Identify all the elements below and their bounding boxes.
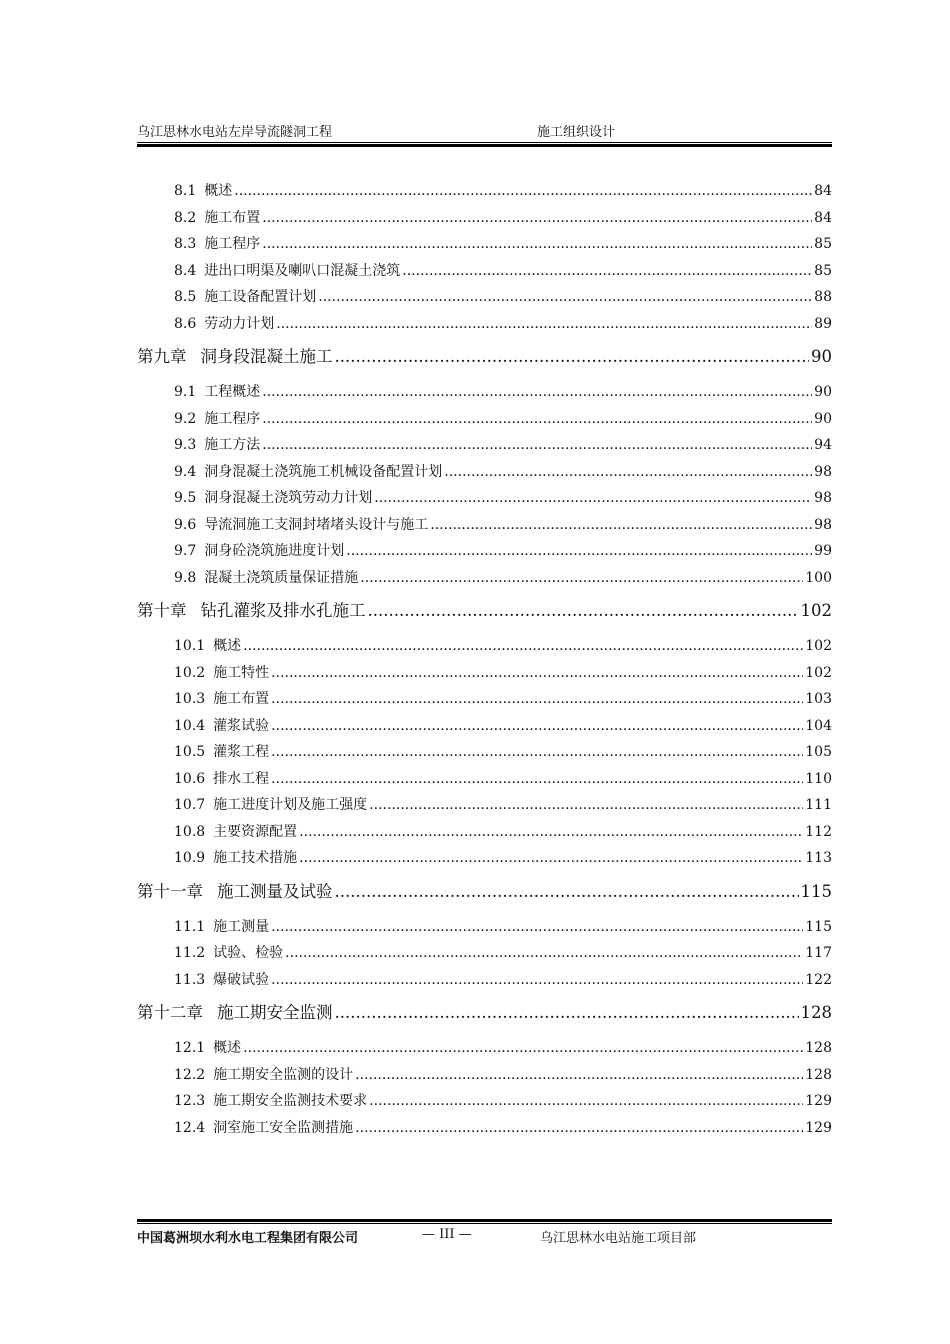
toc-section-entry[interactable]	[137, 260, 832, 287]
toc-section-entry[interactable]	[137, 635, 832, 662]
footer-project-dept: 乌江思林水电站施工项目部	[540, 1231, 697, 1246]
header-rule-thin	[137, 142, 832, 143]
toc-section-entry[interactable]	[137, 715, 832, 742]
toc-entry-page: 98	[814, 516, 832, 533]
toc-entry-title: 洞身混凝土浇筑施工机械设备配置计划	[204, 463, 443, 480]
toc-dot-leader	[346, 543, 812, 559]
toc-entry-page: 98	[814, 463, 832, 480]
toc-dot-leader	[271, 972, 803, 988]
toc-section-entry[interactable]	[137, 1037, 832, 1064]
toc-entry-page: 90	[814, 384, 832, 400]
toc-entry-number: 10.3	[174, 691, 206, 707]
toc-section-entry[interactable]	[137, 794, 832, 821]
toc-entry-page: 110	[805, 770, 832, 787]
toc-dot-leader	[360, 570, 803, 586]
footer-rule-thin	[137, 1223, 832, 1224]
toc-entry-number: 8.5	[174, 289, 197, 305]
toc-dot-leader	[276, 316, 812, 332]
toc-entry-title: 进出口明渠及喇叭口混凝土浇筑	[204, 262, 401, 279]
toc-entry-number: 9.4	[174, 463, 197, 480]
toc-section-entry[interactable]	[137, 461, 832, 488]
toc-entry-title: 施工设备配置计划	[204, 289, 317, 305]
toc-section-entry[interactable]	[137, 408, 832, 435]
toc-entry-title: 施工进度计划及施工强度	[213, 797, 368, 813]
toc-dot-leader	[243, 638, 803, 654]
toc-dot-leader	[355, 1067, 803, 1083]
toc-entry-number: 第十章	[137, 601, 187, 620]
toc-dot-leader	[444, 464, 812, 480]
toc-entry-number: 11.3	[174, 971, 206, 988]
toc-dot-leader	[271, 744, 803, 760]
toc-entry-number: 9.8	[174, 569, 197, 586]
toc-section-entry[interactable]	[137, 233, 832, 260]
table-of-contents	[137, 180, 832, 1143]
toc-entry-number: 10.5	[174, 744, 206, 760]
toc-entry-page: 113	[805, 850, 832, 866]
toc-entry-title: 洞身段混凝土施工	[200, 347, 333, 366]
toc-entry-page: 88	[814, 289, 832, 305]
toc-entry-number: 10.1	[174, 638, 206, 654]
toc-entry-page: 104	[805, 717, 832, 734]
toc-entry-number: 10.7	[174, 797, 206, 813]
toc-entry-title: 概述	[213, 1040, 242, 1056]
toc-section-entry[interactable]	[137, 969, 832, 996]
toc-section-entry[interactable]	[137, 540, 832, 567]
toc-entry-number: 第九章	[137, 347, 187, 366]
toc-entry-title: 灌浆工程	[213, 744, 270, 760]
toc-entry-title: 主要资源配置	[213, 823, 298, 840]
toc-dot-leader	[430, 517, 812, 533]
toc-section-entry[interactable]	[137, 1117, 832, 1144]
toc-entry-number: 8.1	[174, 183, 197, 199]
toc-dot-leader	[374, 490, 812, 506]
toc-entry-title: 洞室施工安全监测措施	[213, 1119, 354, 1136]
toc-entry-title: 钻孔灌浆及排水孔施工	[200, 601, 366, 620]
toc-entry-title: 施工布置	[204, 209, 261, 226]
toc-dot-leader	[271, 718, 803, 734]
toc-entry-page: 85	[814, 262, 832, 279]
toc-entry-page: 85	[814, 236, 832, 252]
toc-section-entry[interactable]	[137, 916, 832, 943]
toc-entry-title: 施工期安全监测的设计	[213, 1066, 354, 1083]
footer-company: 中国葛洲坝水利水电工程集团有限公司	[137, 1231, 359, 1246]
toc-entry-title: 洞身砼浇筑施进度计划	[204, 543, 345, 559]
toc-section-entry[interactable]	[137, 847, 832, 874]
toc-entry-title: 概述	[213, 638, 242, 654]
toc-section-entry[interactable]	[137, 741, 832, 768]
toc-entry-page: 111	[805, 797, 832, 813]
toc-entry-page: 103	[805, 691, 832, 707]
toc-entry-title: 劳动力计划	[204, 315, 275, 332]
toc-entry-title: 工程概述	[204, 384, 261, 400]
toc-entry-number: 8.2	[174, 209, 197, 226]
toc-entry-page: 128	[800, 1003, 832, 1022]
toc-dot-leader	[299, 850, 803, 866]
toc-entry-number: 9.2	[174, 410, 197, 427]
toc-section-entry[interactable]	[137, 514, 832, 541]
toc-entry-number: 第十二章	[137, 1003, 203, 1022]
toc-entry-page: 102	[805, 664, 832, 681]
toc-entry-page: 100	[805, 569, 832, 586]
toc-section-entry[interactable]	[137, 768, 832, 795]
toc-chapter-entry[interactable]	[137, 878, 832, 910]
toc-entry-page: 94	[814, 437, 832, 453]
toc-section-entry[interactable]	[137, 1064, 832, 1091]
toc-entry-number: 9.6	[174, 516, 197, 533]
toc-entry-page: 99	[814, 543, 832, 559]
toc-entry-page: 89	[814, 315, 832, 332]
page-header	[137, 121, 832, 141]
toc-entry-number: 8.4	[174, 262, 197, 279]
toc-dot-leader	[262, 236, 812, 252]
toc-entry-title: 施工方法	[204, 437, 261, 453]
toc-chapter-entry[interactable]	[137, 343, 832, 375]
toc-entry-page: 84	[814, 209, 832, 226]
toc-dot-leader	[271, 771, 803, 787]
toc-entry-page: 117	[805, 945, 832, 961]
toc-entry-number: 12.3	[174, 1093, 206, 1109]
toc-section-entry[interactable]	[137, 942, 832, 969]
toc-dot-leader	[271, 665, 803, 681]
toc-entry-title: 施工期安全监测	[217, 1003, 333, 1022]
toc-entry-page: 90	[814, 410, 832, 427]
toc-dot-leader	[368, 601, 799, 620]
toc-entry-number: 9.5	[174, 490, 197, 506]
footer-page-number: — III —	[422, 1227, 472, 1242]
toc-entry-number: 11.1	[174, 918, 206, 935]
toc-entry-title: 施工程序	[204, 410, 261, 427]
toc-section-entry[interactable]	[137, 688, 832, 715]
toc-chapter-entry[interactable]	[137, 999, 832, 1031]
toc-section-entry[interactable]	[137, 313, 832, 340]
toc-entry-number: 8.3	[174, 236, 197, 252]
toc-entry-title: 施工布置	[213, 691, 270, 707]
toc-chapter-entry[interactable]	[137, 597, 832, 629]
toc-dot-leader	[234, 183, 812, 199]
toc-entry-title: 施工期安全监测技术要求	[213, 1093, 368, 1109]
toc-entry-page: 84	[814, 183, 832, 199]
toc-dot-leader	[402, 263, 812, 279]
toc-entry-title: 施工测量	[213, 918, 270, 935]
toc-entry-title: 导流洞施工支洞封堵堵头设计与施工	[204, 516, 429, 533]
toc-entry-number: 第十一章	[137, 881, 203, 901]
toc-entry-page: 122	[805, 971, 832, 988]
toc-dot-leader	[271, 691, 803, 707]
toc-dot-leader	[262, 384, 812, 400]
toc-dot-leader	[355, 1120, 803, 1136]
toc-entry-title: 试验、检验	[213, 945, 284, 961]
toc-entry-number: 11.2	[174, 945, 206, 961]
toc-dot-leader	[335, 882, 799, 901]
toc-section-entry[interactable]	[137, 381, 832, 408]
toc-dot-leader	[318, 289, 812, 305]
toc-section-entry[interactable]	[137, 207, 832, 234]
toc-dot-leader	[271, 919, 803, 935]
toc-entry-number: 12.1	[174, 1040, 206, 1056]
toc-entry-title: 施工程序	[204, 236, 261, 252]
toc-entry-number: 10.9	[174, 850, 206, 866]
toc-entry-title: 施工技术措施	[213, 850, 298, 866]
toc-entry-number: 8.6	[174, 315, 197, 332]
footer-rule-thick	[137, 1219, 832, 1222]
toc-section-entry[interactable]	[137, 434, 832, 461]
toc-section-entry[interactable]	[137, 567, 832, 594]
toc-entry-title: 施工特性	[213, 664, 270, 681]
toc-entry-page: 129	[805, 1093, 832, 1109]
toc-entry-number: 12.2	[174, 1066, 206, 1083]
header-project-title: 乌江思林水电站左岸导流隧洞工程	[137, 125, 333, 140]
toc-entry-number: 9.1	[174, 384, 197, 400]
header-document-title: 施工组织设计	[537, 125, 616, 140]
toc-section-entry[interactable]	[137, 286, 832, 313]
toc-entry-title: 混凝土浇筑质量保证措施	[204, 569, 359, 586]
toc-entry-title: 排水工程	[213, 770, 270, 787]
toc-entry-number: 10.6	[174, 770, 206, 787]
toc-entry-number: 9.3	[174, 437, 197, 453]
toc-entry-page: 90	[811, 347, 832, 366]
toc-entry-page: 112	[805, 823, 832, 840]
toc-dot-leader	[369, 1093, 803, 1109]
toc-dot-leader	[369, 797, 803, 813]
toc-dot-leader	[262, 411, 812, 427]
toc-dot-leader	[299, 824, 803, 840]
toc-entry-page: 102	[800, 601, 832, 620]
toc-entry-title: 爆破试验	[213, 971, 270, 988]
toc-dot-leader	[285, 945, 803, 961]
toc-entry-page: 115	[805, 918, 832, 935]
toc-entry-page: 128	[805, 1040, 832, 1056]
toc-dot-leader	[262, 210, 812, 226]
toc-entry-title: 概述	[204, 183, 233, 199]
header-rule-thick	[137, 144, 832, 147]
toc-dot-leader	[262, 437, 812, 453]
toc-entry-page: 102	[805, 638, 832, 654]
toc-entry-number: 10.4	[174, 717, 206, 734]
toc-entry-title: 灌浆试验	[213, 717, 270, 734]
toc-entry-page: 105	[805, 744, 832, 760]
toc-entry-number: 10.2	[174, 664, 206, 681]
toc-entry-page: 98	[814, 490, 832, 506]
page-footer	[137, 1227, 832, 1247]
toc-entry-number: 12.4	[174, 1119, 206, 1136]
toc-dot-leader	[335, 347, 810, 366]
toc-dot-leader	[243, 1040, 803, 1056]
toc-entry-title: 洞身混凝土浇筑劳动力计划	[204, 490, 373, 506]
toc-section-entry[interactable]	[137, 662, 832, 689]
toc-section-entry[interactable]	[137, 821, 832, 848]
toc-dot-leader	[335, 1003, 799, 1022]
toc-entry-page: 115	[800, 881, 832, 901]
toc-entry-page: 128	[805, 1066, 832, 1083]
toc-entry-page: 129	[805, 1119, 832, 1136]
toc-section-entry[interactable]	[137, 1090, 832, 1117]
toc-section-entry[interactable]	[137, 180, 832, 207]
toc-entry-number: 9.7	[174, 543, 197, 559]
toc-entry-title: 施工测量及试验	[217, 881, 333, 901]
toc-section-entry[interactable]	[137, 487, 832, 514]
toc-entry-number: 10.8	[174, 823, 206, 840]
